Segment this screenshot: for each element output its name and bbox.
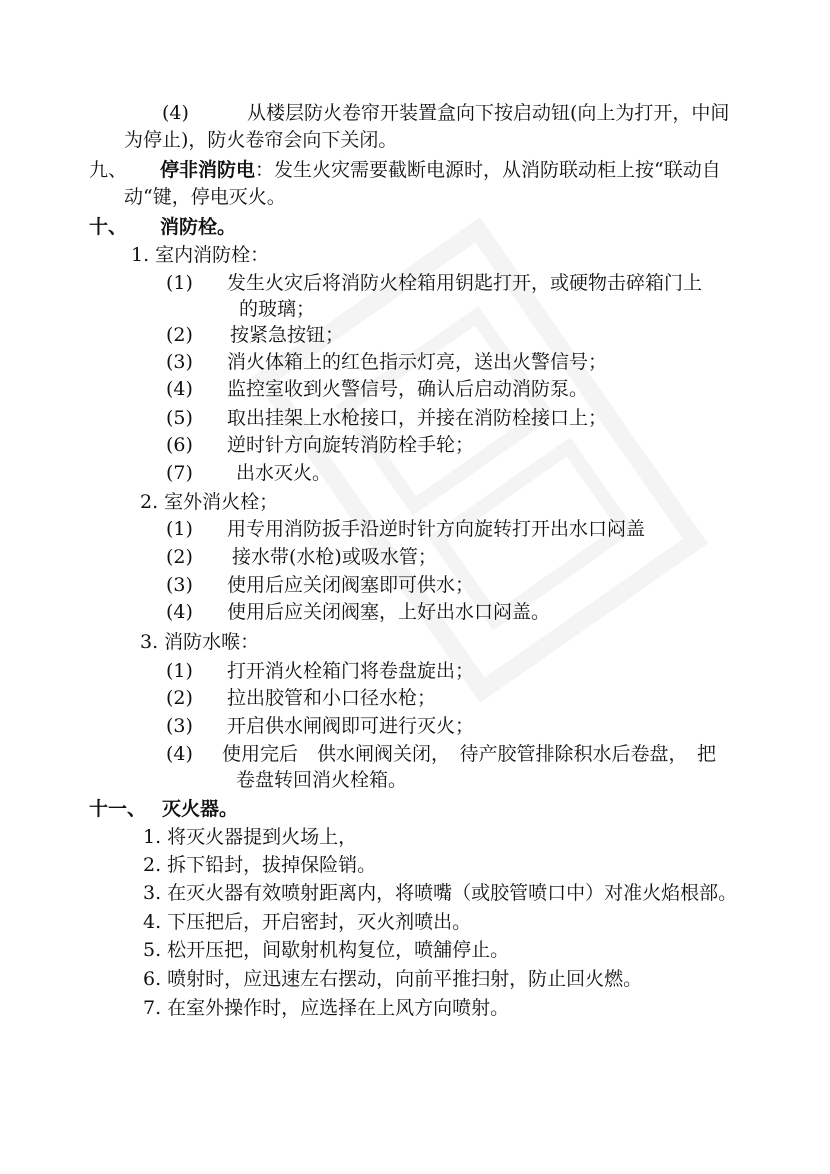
item-number: (4): [166, 378, 193, 400]
item-text: 取出挂架上水枪接口，并接在消防栓接口上；: [227, 407, 608, 429]
item-text: 用专用消防扳手沿逆时针方向旋转打开出水口闷盖: [227, 518, 646, 540]
subsection-heading: 3. 消防水喉：: [140, 631, 260, 653]
item-text: 出水灭火。: [236, 462, 332, 484]
section-9-number: 九、: [89, 159, 128, 181]
item-text: 发生火灾后将消防火栓箱用钥匙打开，或硬物击碎箱门上: [227, 272, 703, 294]
item-number: (2): [166, 546, 193, 568]
item-text-continued: 的玻璃；: [239, 298, 316, 320]
item-number: (1): [166, 272, 193, 294]
section-9-line: [160, 158, 721, 182]
item-text-continued: 卷盘转回消火栓箱。: [236, 769, 408, 791]
item-text: 打开消火栓箱门将卷盘旋出；: [227, 660, 475, 682]
list-item: 3. 在灭火器有效喷射距离内，将喷嘴（或胶管喷口中）对准火焰根部。: [143, 882, 738, 904]
item-number: (4): [166, 743, 193, 765]
item-number: (6): [166, 434, 193, 456]
item-number: (2): [166, 687, 193, 709]
step-text-continued: 为停止)，防火卷帘会向下关闭。: [124, 129, 398, 151]
list-item: 5. 松开压把，间歇射机构复位，喷舖停止。: [143, 939, 510, 961]
step-text: 从楼层防火卷帘开装置盒向下按启动钮(向上为打开，中间: [247, 102, 730, 124]
item-number: (1): [166, 518, 193, 540]
section-9-text: ：发生火灾需要截断电源时，从消防联动柜上按“联动自: [255, 159, 721, 181]
item-number: (3): [166, 574, 193, 596]
item-text: 开启供水闸阀即可进行灭火；: [227, 715, 475, 737]
section-10-title: 消防栓。: [160, 216, 237, 238]
section-9-title: 停非消防电: [160, 159, 256, 181]
item-number: (3): [166, 715, 193, 737]
list-item: 6. 喷射时，应迅速左右摆动，向前平推扫射，防止回火燃。: [143, 968, 643, 990]
list-item: 7. 在室外操作时，应选择在上风方向喷射。: [143, 997, 510, 1019]
item-text: 接水带(水枪)或吸水管；: [232, 546, 437, 568]
item-number: (5): [166, 407, 193, 429]
section-9-text-continued: 动“键，停电灭火。: [124, 186, 286, 208]
list-item: 1. 将灭火器提到火场上，: [143, 826, 358, 848]
list-item: 2. 拆下铅封，拔掉保险销。: [143, 854, 377, 876]
item-text: 使用后应关闭阀塞，上好出水口闷盖。: [227, 601, 551, 623]
item-number: (2): [166, 324, 193, 346]
item-number: (7): [166, 462, 193, 484]
section-11-number: 十一、: [89, 798, 147, 820]
section-11-title: 灭火器。: [162, 798, 239, 820]
item-number: (4): [166, 601, 193, 623]
subsection-heading: 2. 室外消火栓；: [140, 491, 279, 513]
item-number: (1): [166, 660, 193, 682]
item-text: 拉出胶管和小口径水枪；: [227, 687, 437, 709]
list-item: 4. 下压把后，开启密封，灭火剂喷出。: [143, 911, 472, 933]
item-text: 使用完后 供水闸阀关闭， 待产胶管排除积水后卷盘， 把: [222, 743, 717, 765]
item-number: (3): [166, 351, 193, 373]
item-text: 按紧急按钮；: [230, 324, 345, 346]
item-text: 使用后应关闭阀塞即可供水；: [227, 574, 475, 596]
step-number: (4): [162, 102, 189, 124]
subsection-heading: 1. 室内消防栓：: [131, 244, 270, 266]
section-10-number: 十、: [89, 216, 128, 238]
item-text: 消火体箱上的红色指示灯亮，送出火警信号；: [227, 351, 608, 373]
item-text: 逆时针方向旋转消防栓手轮；: [227, 434, 475, 456]
item-text: 监控室收到火警信号，确认后启动消防泵。: [227, 378, 589, 400]
